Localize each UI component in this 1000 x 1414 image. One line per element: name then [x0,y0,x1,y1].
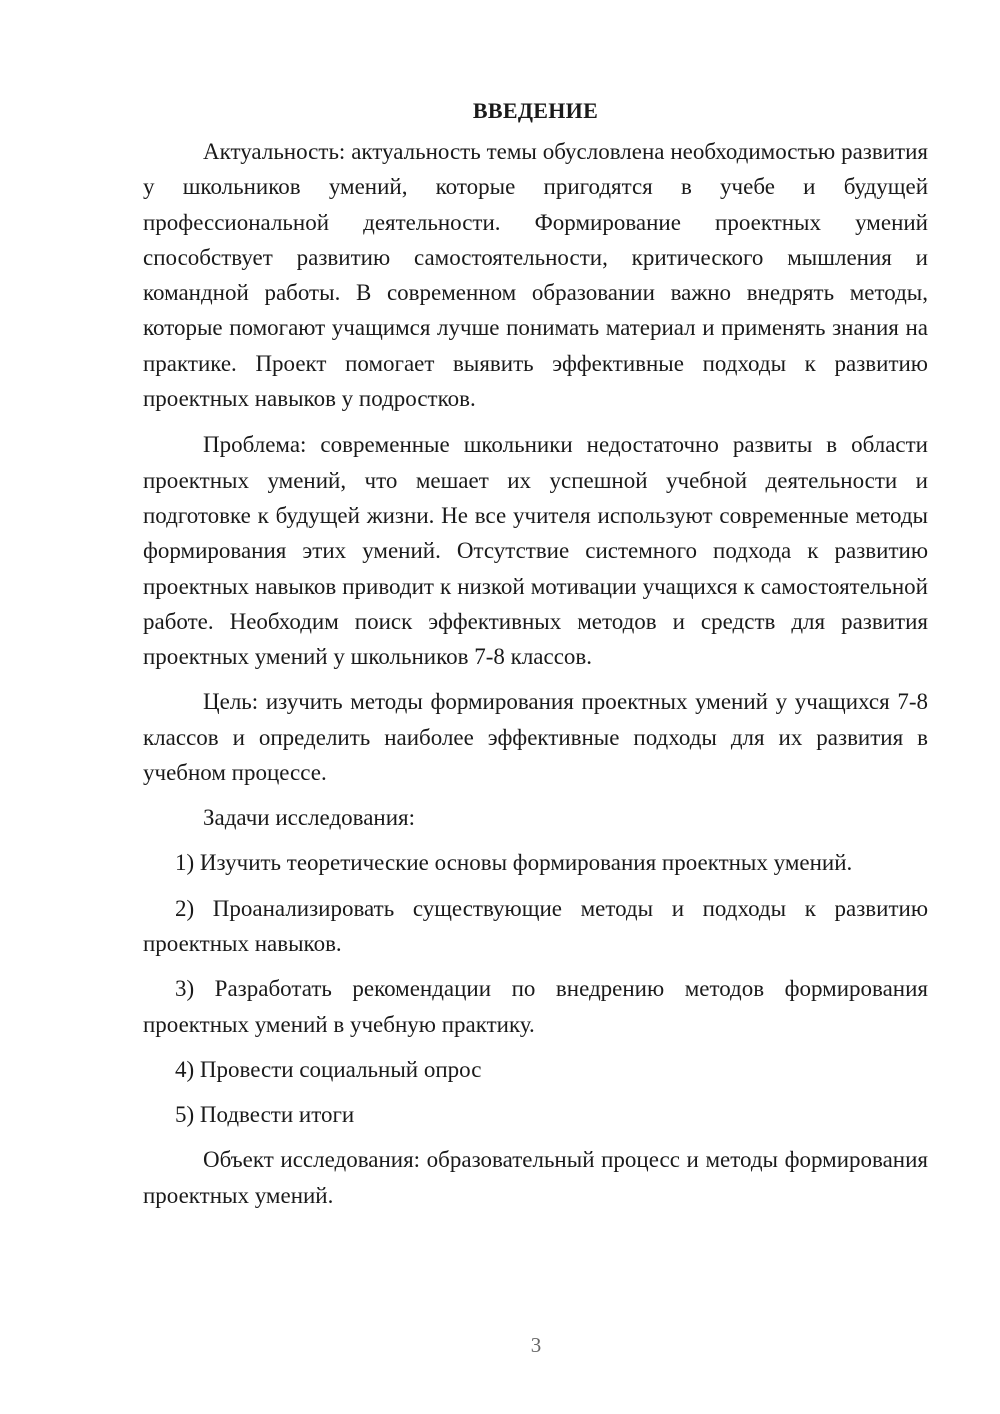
task-item: 5) Подвести итоги [175,1102,355,1128]
page-number: 3 [530,1333,542,1357]
tasks-heading: Задачи исследования: [203,805,416,831]
relevance-paragraph: Актуальность: актуальность темы обусловлена необходимостью развития у школьников умений, которые пригодятся в учебе и будущей профессиональной деятельности. Формирование проектных умений способствует развитию самостоятельности, критического мышления и командной работы. В современном образовании важно внедрять методы, которые помогают учащимся лучше понимать материал и применять знания на практике. Проект помогает выявить эффективные подходы к развитию проектных навыков у подростков. [143,139,928,412]
page-content [143,96,928,1224]
task-item: 4) Провести социальный опрос [175,1056,482,1082]
task-item: 1) Изучить теоретические основы формирования проектных умений. [175,850,853,876]
task-item: 3) Разработать рекомендации по внедрению методов формирования проектных умений в учебную практику. [143,976,928,1037]
task-item: 2) Проанализировать существующие методы и подходы к развитию проектных навыков. [143,895,928,956]
problem-paragraph: Проблема: современные школьники недостаточно развиты в области проектных умений, что мешает их успешной учебной деятельности и подготовке к будущей жизни. Не все учителя используют современные методы формирования этих умений. Отсутствие системного подхода к развитию проектных навыков приводит к низкой мотивации учащихся к самостоятельной работе. Необходим поиск эффективных методов и средств для развития проектных умений у школьников 7-8 классов. [143,432,928,670]
goal-paragraph: Цель: изучить методы формирования проектных умений у учащихся 7-8 классов и определить наиболее эффективные подходы для их развития в учебном процессе. [143,689,928,786]
section-title: ВВЕДЕНИЕ [472,98,599,123]
object-paragraph: Объект исследования: образовательный процесс и методы формирования проектных умений. [143,1147,928,1208]
